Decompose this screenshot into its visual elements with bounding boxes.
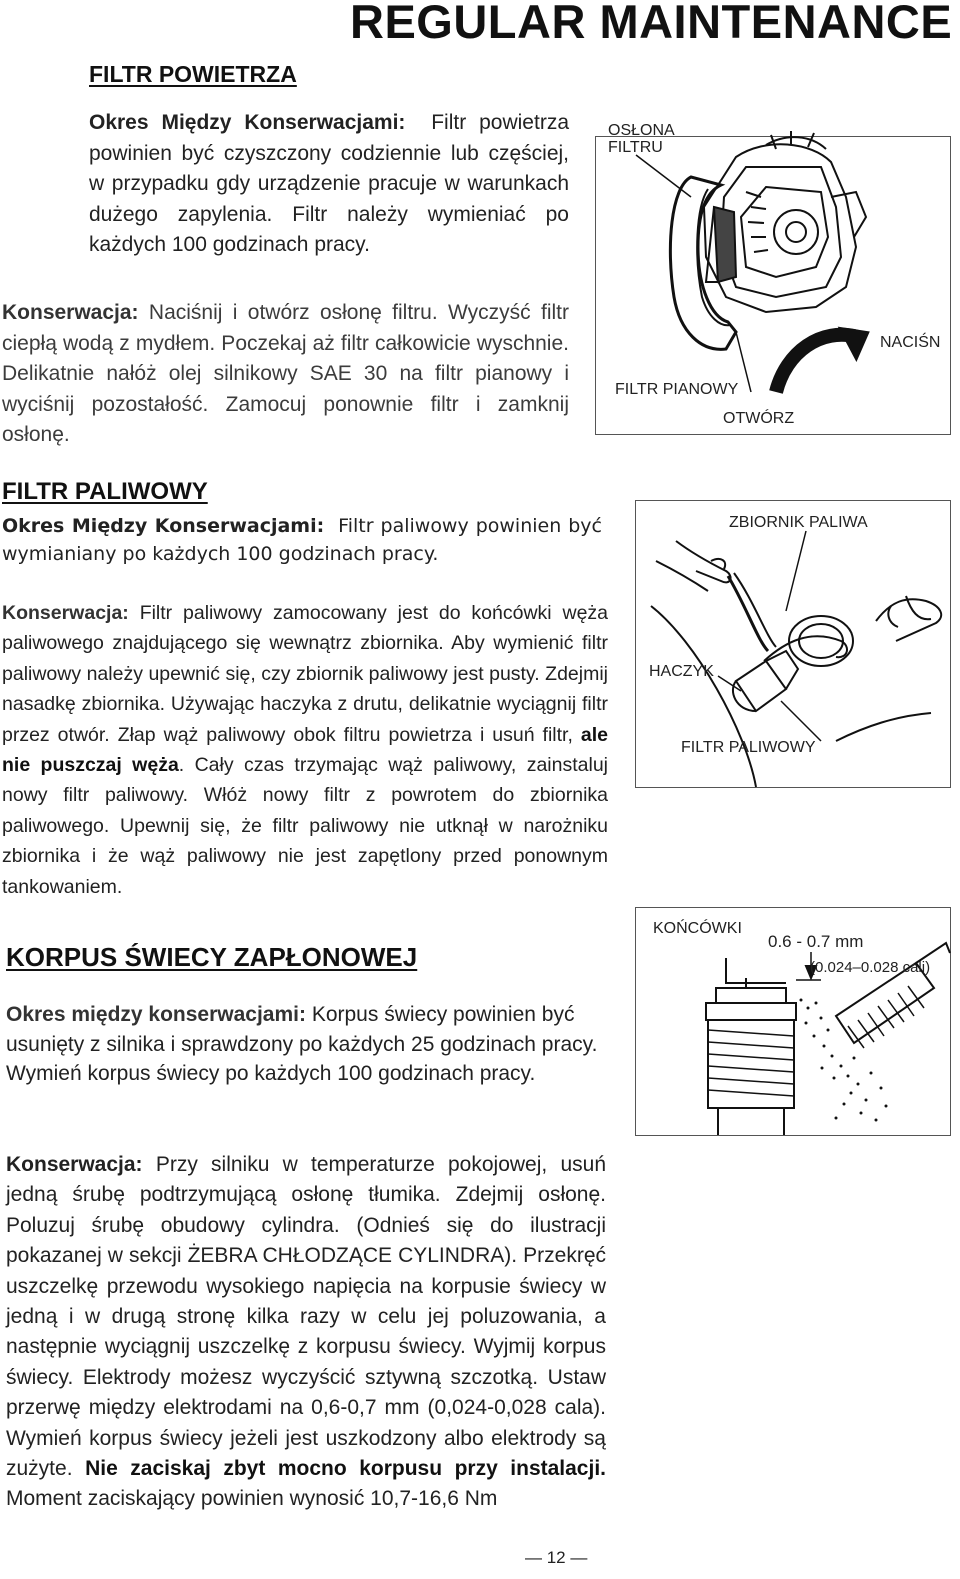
fuel-filter-interval-paragraph [2, 512, 602, 568]
section-title-spark-plug: KORPUS ŚWIECY ZAPŁONOWEJ [6, 942, 418, 972]
air-filter-interval-label: Okres Między Konserwacjami: [89, 111, 406, 134]
label-foam-filter: FILTR PIANOWY [615, 381, 739, 398]
spark-plug-maintenance-bold: Nie zaciskaj zbyt mocno korpusu przy instalacji. [85, 1457, 606, 1481]
fuel-filter-maintenance-paragraph [2, 598, 608, 902]
label-fuel-tank: ZBIORNIK PALIWA [729, 514, 868, 531]
fuel-filter-figure [635, 500, 951, 788]
page-number: — 12 — [525, 1548, 588, 1567]
spark-plug-interval-label: Okres między konserwacjami: [6, 1003, 306, 1026]
fuel-filter-maintenance-text-2: . Cały czas trzymając wąż paliwowy, zainstaluj nowy filtr paliwowy. Włóż nowy filtr z powrotem do zbiornika paliwowego. Upewnij się, że filtr paliwowy nie utknął w narożniku zbiornika i że wąż paliwowy nie jest zapętlony przed ponownym tankowaniem. [2, 754, 608, 898]
fuel-filter-interval-text: Filtr paliwowy powinien być wymianiany po każdych 100 godzinach pracy. [2, 515, 602, 565]
fuel-filter-maintenance-label: Konserwacja: [2, 602, 129, 624]
spark-plug-maintenance-text-2: Moment zaciskający powinien wynosić 10,7-16,6 Nm [6, 1487, 498, 1511]
air-filter-maintenance-paragraph [2, 298, 569, 451]
spark-plug-maintenance-text-1: Przy silniku w temperaturze pokojowej, usuń jedną śrubę podtrzymującą osłonę tłumika. Zdejmij osłonę. Poluzuj śrubę obudowy cylindra. (Odnieś się do ilustracji pokazanej w sekcji ŻEBRA CHŁODZĄCE CYLINDRA). Przekręć uszczelkę przewodu wysokiego napięcia na korpusie świecy w jedną i w drugą stronę kilka razy w celu jej poluzowania, a następnie wyciągnij uszczelkę z korpusu świecy. Wyjmij korpus świecy. Elektrody możesz wyczyścić sztywną szczotką. Ustaw przerwę między elektrodami na 0,6-0,7 mm (0,024-0,028 cala). Wymień korpus świecy jeżeli jest uszkodzony albo elektrody są zużyte. [6, 1153, 606, 1481]
label-fuel-filter: FILTR PALIWOWY [681, 739, 816, 756]
label-hook: HACZYK [649, 663, 714, 680]
fuel-filter-interval-label: Okres Między Konserwacjami: [2, 515, 325, 537]
fuel-filter-maintenance-text-1: Filtr paliwowy zamocowany jest do końcówki węża paliwowego znajdującego się wewnątrz zbiornika. Aby wymienić filtr paliwowy należy upewnić się, czy zbiornik paliwowy jest pusty. Zdejmij nasadkę zbiornika. Używając haczyka z drutu, delikatnie wyciągnij filtr przez otwór. Złap wąż paliwowy obok filtru powietrza i usuń filtr, [2, 602, 609, 746]
label-tips: KOŃCÓWKI [653, 920, 742, 937]
air-filter-interval-paragraph [89, 108, 569, 261]
label-gap-inches: (0.024–0.028 cali) [810, 959, 931, 976]
label-filter-cover-line2: FILTRU [608, 139, 663, 156]
label-open: OTWÓRZ [723, 410, 795, 427]
spark-plug-interval-paragraph [6, 1000, 606, 1089]
spark-plug-maintenance-paragraph [6, 1150, 606, 1515]
air-filter-maintenance-text: Naciśnij i otwórz osłonę filtru. Wyczyść filtr ciepłą wodą z mydłem. Poczekaj aż filtr całkowicie wyschnie. Delikatnie nałóż olej silnikowy SAE 30 na filtr pianowy i wyciśnij pozostałość. Zamocuj ponownie filtr i zamknij osłonę. [2, 301, 569, 446]
label-filter-cover-line1: OSŁONA [608, 122, 675, 139]
spark-plug-maintenance-label: Konserwacja: [6, 1153, 143, 1176]
label-gap-mm: 0.6 - 0.7 mm [768, 932, 864, 951]
air-filter-maintenance-label: Konserwacja: [2, 301, 139, 324]
label-press: NACIŚN [880, 334, 941, 351]
spark-plug-figure [635, 907, 951, 1136]
fuel-filter-maintenance-bold: ale nie puszczaj węża [2, 723, 608, 777]
debris-particles [800, 999, 888, 1122]
air-filter-figure [595, 122, 951, 435]
section-title-air-filter: FILTR POWIETRZA [89, 61, 297, 87]
page-title: REGULAR MAINTENANCE [350, 0, 953, 48]
air-filter-interval-text: Filtr powietrza powinien być czyszczony codziennie lub częściej, w przypadku gdy urządzenie pracuje w warunkach dużego zapylenia. Filtr należy wymieniać po każdych 100 godzinach pracy. [89, 111, 569, 256]
spark-plug-interval-text: Korpus świecy powinien być usunięty z silnika i sprawdzony po każdych 25 godzinach pracy. Wymień korpus świecy po każdych 100 godzinach pracy. [6, 1003, 598, 1085]
section-title-fuel-filter: FILTR PALIWOWY [2, 478, 208, 505]
